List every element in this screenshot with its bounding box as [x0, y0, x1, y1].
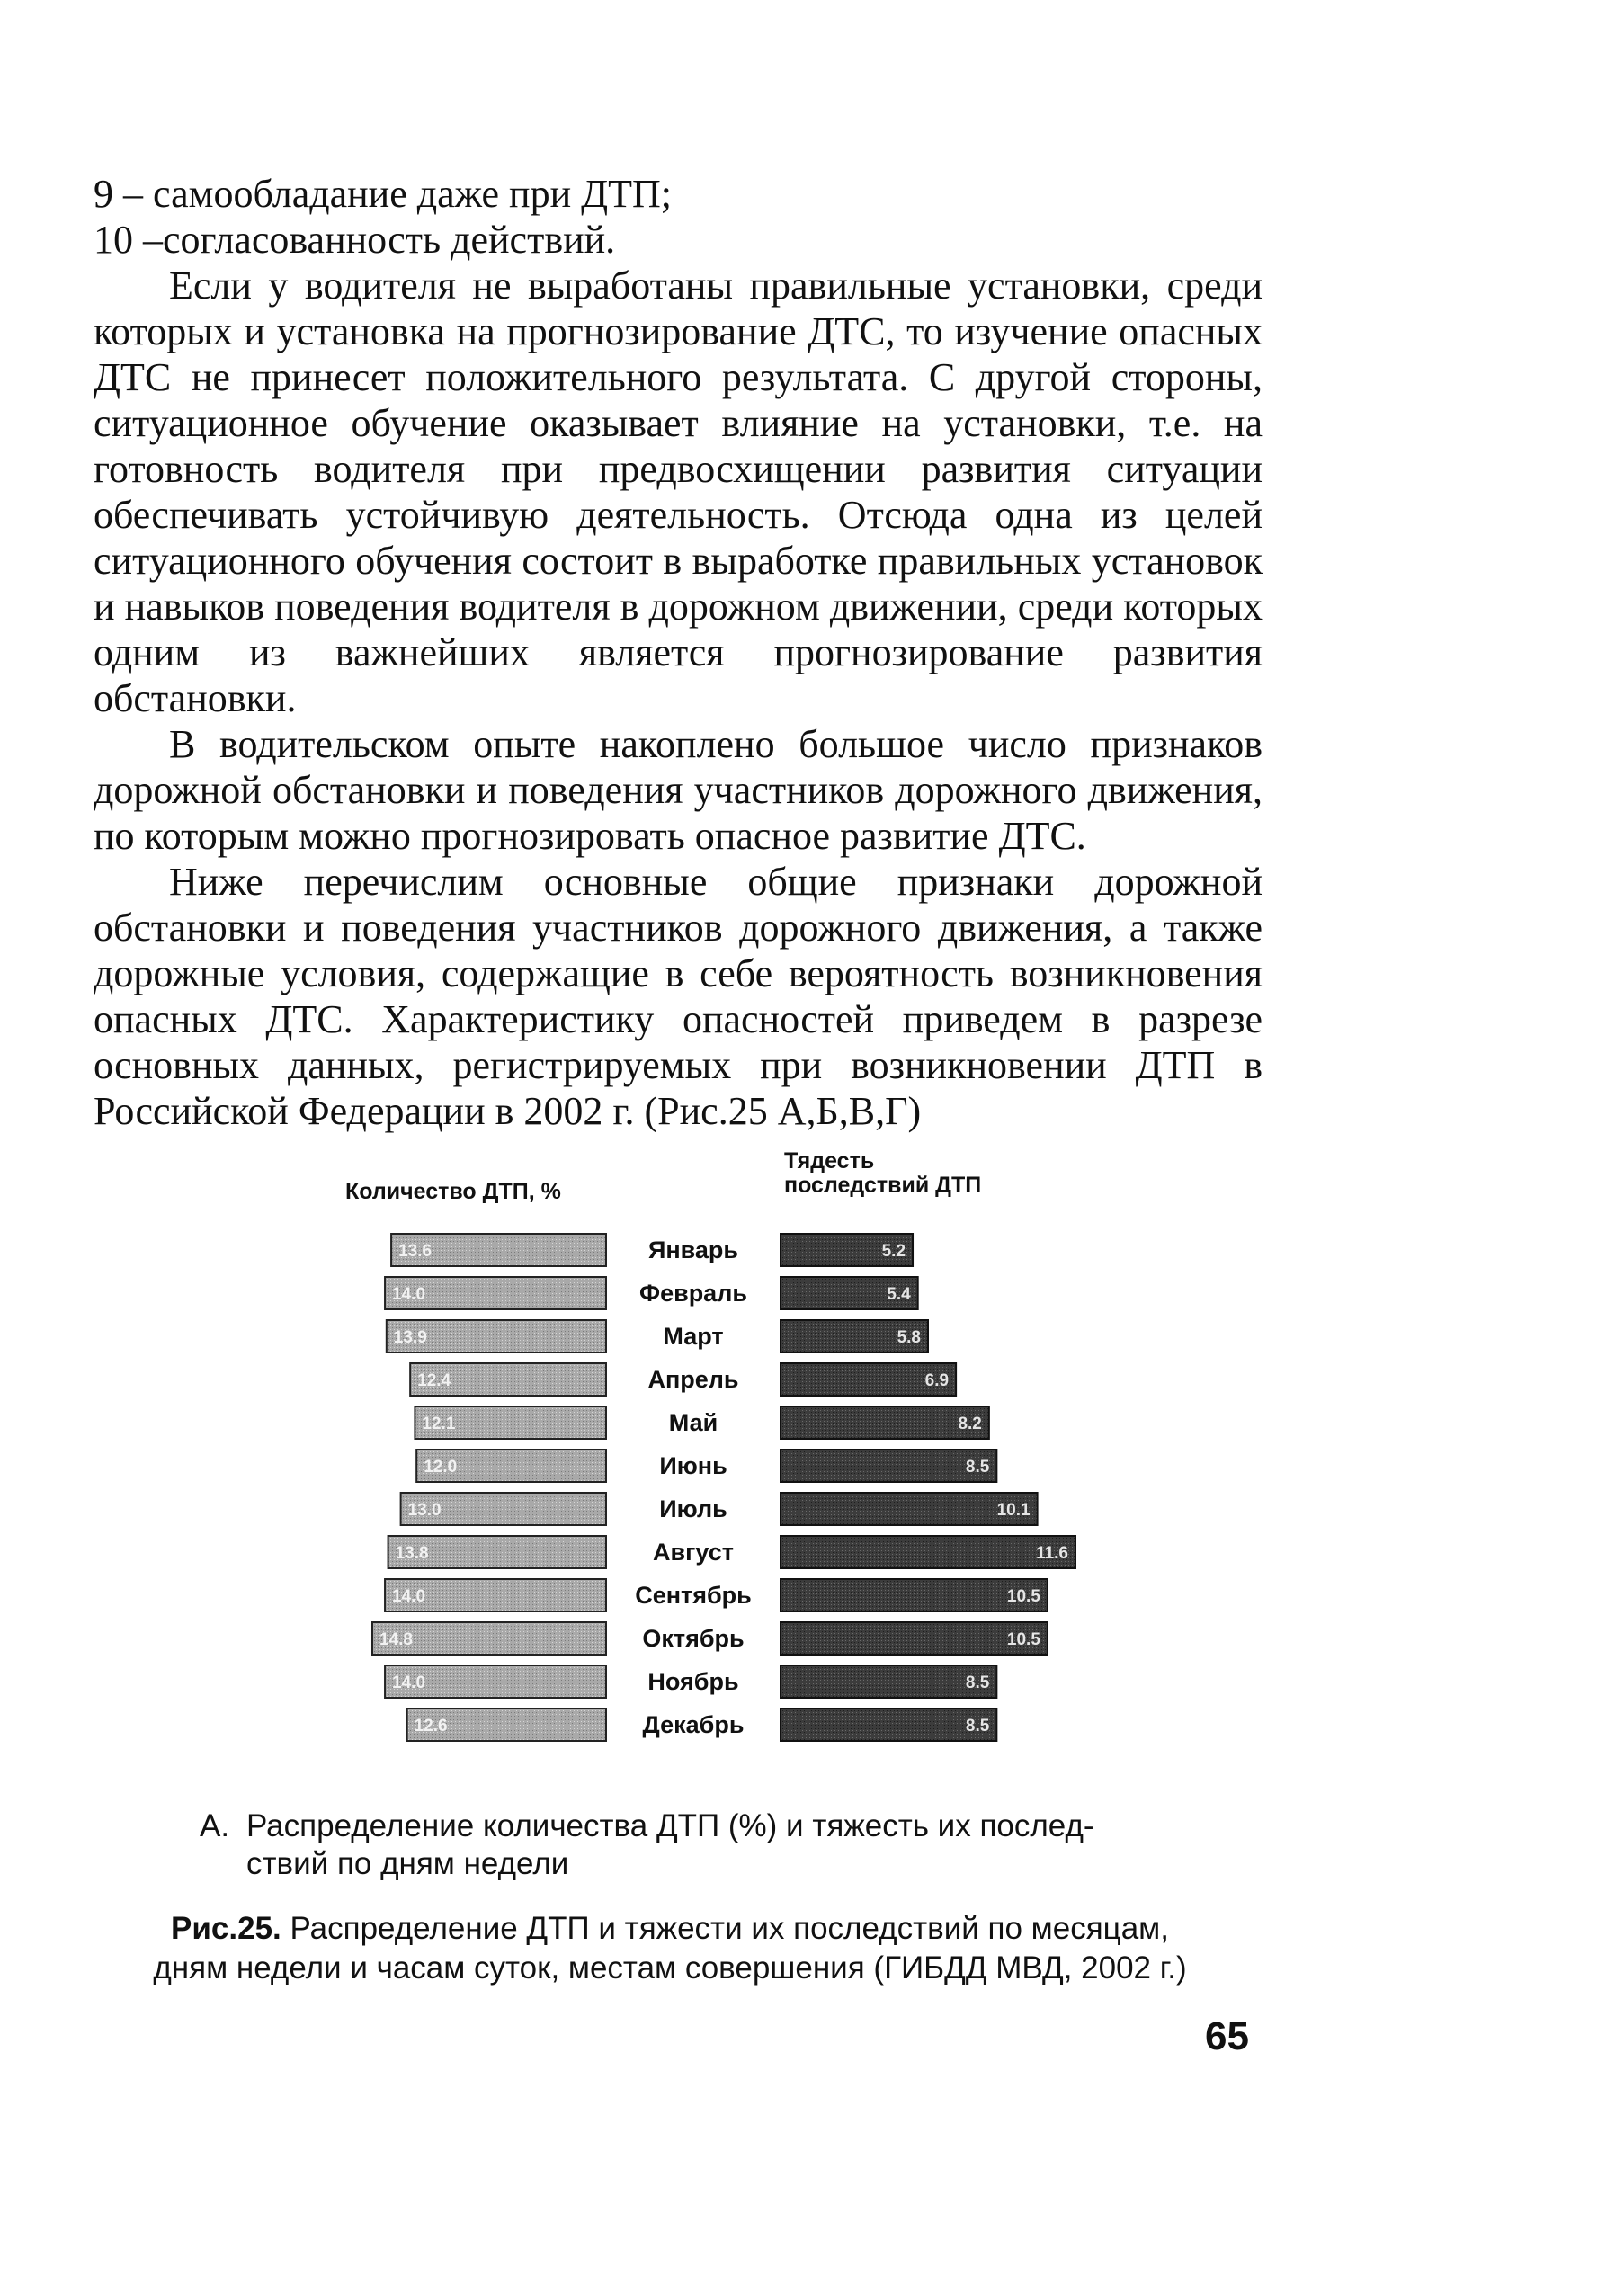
left-bar-label: 13.6 — [398, 1242, 433, 1261]
month-label: Декабрь — [642, 1711, 745, 1738]
figure-caption-label: Рис.25. — [171, 1911, 281, 1946]
right-chart-header-line1: Тядесть — [784, 1148, 875, 1174]
right-bar-label: 10.5 — [1006, 1630, 1040, 1649]
left-bar-label: 14.0 — [392, 1587, 426, 1606]
left-bar-label: 12.4 — [417, 1371, 451, 1390]
paragraph: Ниже перечислим основные общие признаки дорожной обстановки и поведения участников дорожного движения, а также дорожные условия, содержащие в себе вероятность возникновения опасных ДТС. Характеристику опасностей приведем в разрезе основных данных, регистрируемых при возникновении ДТП в Российской Федерации в 2002 г. (Рис.25 А,Б,В,Г) — [94, 860, 1263, 1133]
right-bar-label: 10.5 — [1006, 1587, 1040, 1606]
right-bar — [781, 1665, 996, 1698]
right-bar — [781, 1709, 996, 1741]
sub-caption-line1: Распределение количества ДТП (%) и тяжесть их послед- — [246, 1808, 1094, 1843]
right-bar-label: 11.6 — [1036, 1544, 1068, 1563]
paragraph: Если у водителя не выработаны правильные установки, среди которых и установка на прогнозирование ДТС, то изучение опасных ДТС не принесет положительного результата. С другой стороны, ситуационное обучение оказывает влияние на установки, т.е. на готовность водителя при предвосхищении развития ситуации обеспечивать устойчивую деятельность. Отсюда одна из целей ситуационного обучения состоит в выработке правильных установок и навыков поведения водителя в дорожном движении, среди которых одним из важнейших является прогнозирование развития обстановки. — [94, 263, 1263, 720]
right-bar — [781, 1450, 996, 1482]
page-number: 65 — [1205, 2014, 1249, 2058]
list-item: 10 –согласованность действий. — [94, 218, 616, 262]
right-chart-header-line2: последствий ДТП — [784, 1173, 982, 1198]
month-label: Октябрь — [642, 1625, 745, 1652]
month-label: Июль — [659, 1495, 727, 1522]
right-bar-label: 10.1 — [996, 1501, 1031, 1520]
right-bar-label: 5.4 — [887, 1285, 911, 1304]
left-bar-label: 13.9 — [393, 1328, 427, 1347]
right-bar-label: 5.8 — [897, 1328, 921, 1347]
month-label: Май — [668, 1409, 718, 1436]
sub-caption — [200, 1807, 1207, 1883]
right-bar-label: 8.5 — [965, 1674, 990, 1692]
left-bar-label: 14.0 — [392, 1285, 426, 1304]
month-label: Июнь — [659, 1452, 727, 1479]
left-bar-label: 13.8 — [395, 1544, 429, 1563]
month-label: Сентябрь — [635, 1582, 752, 1609]
left-bar-label: 14.8 — [379, 1630, 413, 1649]
figure-caption-line1: Распределение ДТП и тяжести их последствий по месяцам, — [281, 1911, 1169, 1946]
left-bar-label: 12.0 — [424, 1458, 458, 1477]
left-bar-label: 13.0 — [407, 1501, 442, 1520]
left-bar-label: 14.0 — [392, 1674, 426, 1692]
left-chart-header: Количество ДТП, % — [345, 1179, 561, 1204]
month-label: Март — [663, 1323, 724, 1350]
figure-caption — [90, 1909, 1250, 1988]
right-bar-label: 8.2 — [958, 1415, 982, 1433]
left-bar-label: 12.6 — [414, 1717, 448, 1736]
sub-caption-label: А. — [200, 1808, 230, 1843]
left-bar-label: 12.1 — [422, 1415, 456, 1433]
right-bar-label: 6.9 — [924, 1371, 950, 1390]
month-label: Февраль — [639, 1280, 747, 1307]
month-label: Август — [653, 1539, 734, 1566]
month-label: Январь — [647, 1236, 739, 1263]
paragraph: В водительском опыте накоплено большое число признаков дорожной обстановки и поведения участников дорожного движения, по которым можно прогнозировать опасное развитие ДТС. — [94, 722, 1263, 858]
month-label: Апрель — [647, 1366, 739, 1393]
month-label: Ноябрь — [647, 1668, 739, 1695]
figure-caption-line2: дням недели и часам суток, местам совершения (ГИБДД МВД, 2002 г.) — [153, 1950, 1187, 1986]
right-bar-label: 8.5 — [965, 1458, 990, 1477]
right-bar-label: 5.2 — [881, 1242, 906, 1261]
right-bar — [781, 1536, 1075, 1568]
right-bar-label: 8.5 — [965, 1717, 990, 1736]
sub-caption-line2: ствий по дням недели — [246, 1846, 569, 1881]
list-item: 9 – самообладание даже при ДТП; — [94, 172, 673, 216]
